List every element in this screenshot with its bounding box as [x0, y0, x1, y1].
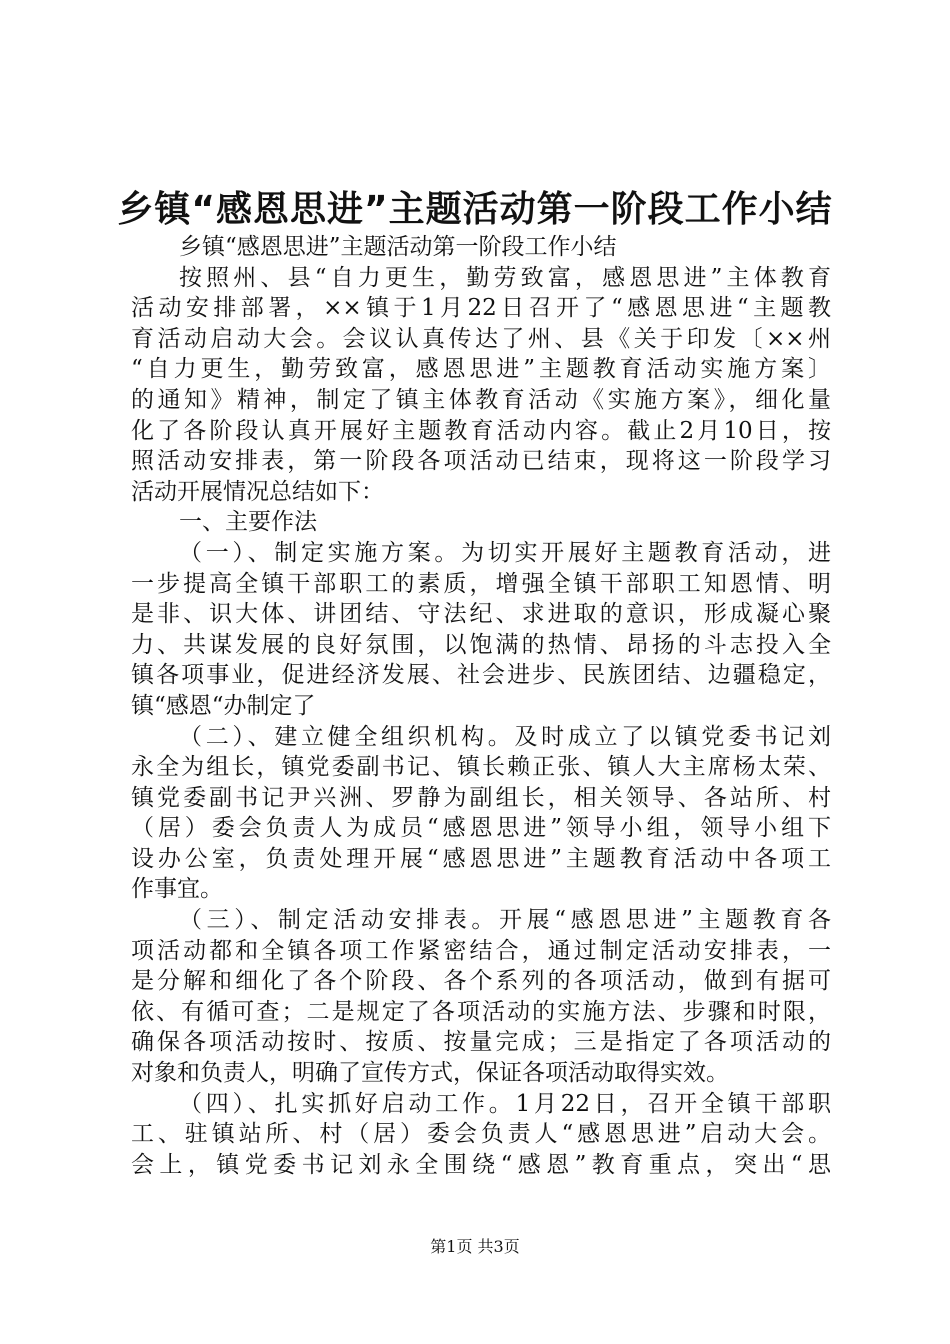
text-line: 镇“感恩“办制定了 [131, 692, 316, 719]
text-line: 育活动启动大会。会议认真传达了州、县《关于印发〔××州 [131, 325, 831, 352]
text-line: （二）、建立健全组织机构。及时成立了以镇党委书记刘 [179, 723, 831, 750]
text-line: 按照州、县“自力更生，勤劳致富，感恩思进”主体教育 [179, 264, 831, 291]
text-line: 会上，镇党委书记刘永全围绕“感恩”教育重点，突出“思 [131, 1151, 831, 1178]
text-line: 的通知》精神，制定了镇主体教育活动《实施方案》，细化量 [131, 386, 831, 413]
text-line: 对象和负责人，明确了宣传方式，保证各项活动取得实效。 [131, 1060, 729, 1087]
document-body [131, 232, 831, 1180]
text-line: 力、共谋发展的良好氛围，以饱满的热情、昂扬的斗志投入全 [131, 631, 831, 658]
text-line: （三）、制定活动安排表。开展“感恩思进”主题教育各 [179, 907, 831, 934]
text-line: 照活动安排表，第一阶段各项活动已结束，现将这一阶段学习 [131, 448, 831, 475]
text-line: 活动开展情况总结如下： [131, 478, 384, 505]
text-line: 是分解和细化了各个阶段、各个系列的各项活动，做到有据可 [131, 968, 831, 995]
page-number: 第1页 共3页 [430, 1237, 520, 1256]
text-line: （一）、制定实施方案。为切实开展好主题教育活动，进 [179, 539, 831, 566]
text-line: （居）委会负责人为成员“感恩思进”领导小组，领导小组下 [131, 815, 831, 842]
section-heading: 一、主要作法 [179, 509, 317, 536]
text-line: 化了各阶段认真开展好主题教育活动内容。截止2月10日，按 [131, 417, 831, 444]
text-line: 是非、识大体、讲团结、守法纪、求进取的意识，形成凝心聚 [131, 601, 831, 628]
text-line: “自力更生，勤劳致富，感恩思进”主题教育活动实施方案〕 [131, 356, 831, 383]
document-title: 乡镇“感恩思进”主题活动第一阶段工作小结 [117, 189, 833, 230]
text-line: 确保各项活动按时、按质、按量完成；三是指定了各项活动的 [131, 1029, 831, 1056]
text-line: 依、有循可查；二是规定了各项活动的实施方法、步骤和时限， [131, 998, 831, 1025]
text-line: 作事宜。 [131, 876, 223, 903]
text-line: 项活动都和全镇各项工作紧密结合，通过制定活动安排表，一 [131, 937, 831, 964]
text-line: 镇各项事业，促进经济发展、社会进步、民族团结、边疆稳定， [131, 662, 831, 689]
text-line: 一步提高全镇干部职工的素质，增强全镇干部职工知恩情、明 [131, 570, 831, 597]
text-line: 镇党委副书记尹兴洲、罗静为副组长，相关领导、各站所、村 [131, 784, 831, 811]
text-line: （四）、扎实抓好启动工作。1月22日，召开全镇干部职 [179, 1090, 831, 1117]
text-line: 活动安排部署，××镇于1月22日召开了“感恩思进“主题教 [131, 295, 831, 322]
subtitle-line: 乡镇“感恩思进”主题活动第一阶段工作小结 [179, 234, 617, 260]
text-line: 设办公室，负责处理开展“感恩思进”主题教育活动中各项工 [131, 845, 831, 872]
text-line: 工、驻镇站所、村（居）委会负责人“感恩思进”启动大会。 [131, 1121, 831, 1148]
text-line: 永全为组长，镇党委副书记、镇长赖正张、镇人大主席杨太荣、 [131, 754, 831, 781]
